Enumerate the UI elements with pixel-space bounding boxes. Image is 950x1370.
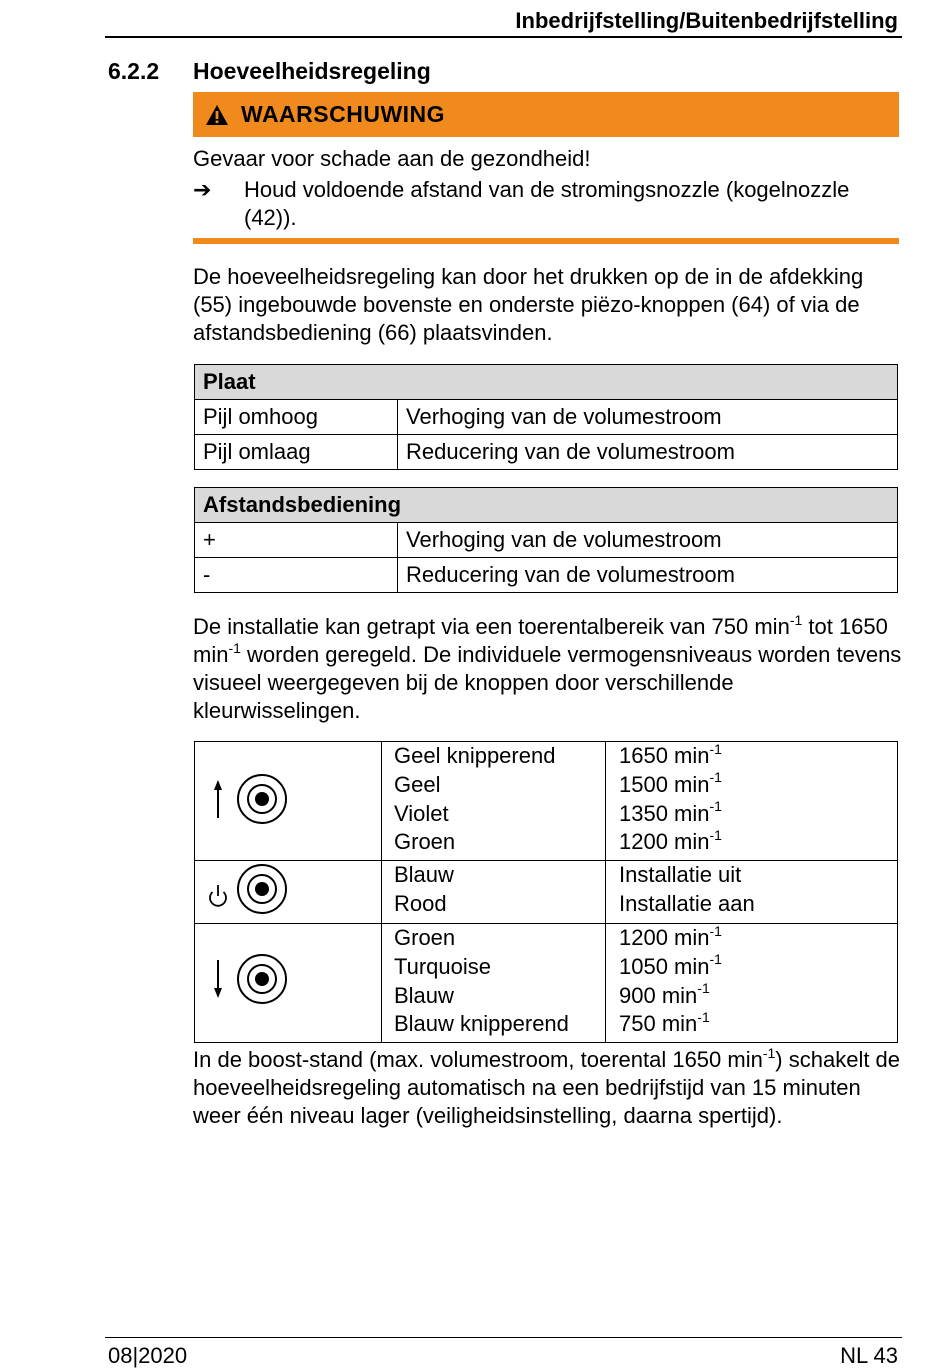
color-list: [382, 861, 606, 924]
speed-value: 900 min: [619, 982, 698, 1008]
power-levels-table: [194, 741, 898, 1043]
superscript: -1: [789, 611, 803, 628]
power-icon: [210, 885, 226, 906]
text-run: De installatie kan getrapt via een toerentalbereik van 750 min: [193, 614, 790, 639]
list-item: Blauw: [394, 982, 454, 1008]
header-divider: [105, 36, 902, 38]
list-item: Geel: [394, 771, 441, 797]
footer-date: 08|2020: [108, 1343, 188, 1368]
speed-list: [606, 742, 898, 861]
warning-action: Houd voldoende afstand van de stromingsnozzle (kogelnozzle (42)).: [244, 177, 850, 230]
table-row: [195, 400, 898, 435]
table-cell-value: Verhoging van de volumestroom: [398, 523, 898, 558]
superscript: -1: [709, 826, 722, 843]
superscript: -1: [709, 922, 722, 939]
table-cell-key: Pijl omhoog: [195, 400, 398, 435]
list-item: Installatie aan: [619, 890, 755, 916]
list-item: Groen: [394, 829, 456, 855]
table-cell-key: +: [195, 523, 398, 558]
text-run: tot 1650 min: [193, 614, 888, 667]
list-item: [619, 800, 897, 829]
table-row: [195, 924, 898, 1043]
text-run: In de boost-stand (max. volumestroom, toerental 1650 min: [193, 1047, 763, 1072]
warning-triangle-icon: [205, 104, 229, 126]
text-run: ) schakelt de hoeveelheidsregeling automatisch na een bedrijfstijd van 15 minuten weer één niveau lager (veiligheidsinstelling, daarna spertijd).: [193, 1047, 901, 1128]
color-list: [382, 742, 606, 861]
table-row: [195, 742, 898, 861]
table-row: [195, 558, 898, 593]
speed-value: 1200 min: [619, 925, 710, 950]
list-item: Installatie uit: [619, 862, 742, 887]
arrow-right-icon: ➔: [193, 177, 212, 202]
table-cell-key: -: [195, 558, 398, 593]
list-item: [619, 742, 897, 771]
speed-list: [606, 861, 898, 924]
superscript: -1: [709, 769, 722, 786]
list-item: Violet: [394, 800, 449, 826]
warning-label: WAARSCHUWING: [241, 101, 446, 127]
section-title: Hoeveelheidsregeling: [193, 58, 431, 84]
speed-value: 1050 min: [619, 953, 710, 979]
table-cell-value: Reducering van de volumestroom: [398, 435, 898, 470]
boost-paragraph: [193, 1046, 903, 1130]
list-item: [619, 924, 897, 953]
superscript: -1: [697, 980, 710, 997]
arrow-up-icon: [214, 780, 222, 818]
list-item: [619, 771, 897, 800]
superscript: -1: [709, 740, 722, 757]
speed-value: 1200 min: [619, 829, 710, 855]
list-item: Blauw knipperend: [394, 1011, 569, 1037]
table-row: [195, 523, 898, 558]
superscript: -1: [709, 951, 722, 968]
text-run: worden geregeld. De individuele vermogensniveaus worden tevens visueel weergegeven bij de knoppen door verschillende kleurwisselingen.: [193, 642, 902, 723]
footer-divider: [105, 1337, 902, 1338]
speed-value: 750 min: [619, 1011, 698, 1037]
table-header: Plaat: [195, 365, 898, 400]
speed-list: [606, 924, 898, 1043]
table-cell-value: Reducering van de volumestroom: [398, 558, 898, 593]
plate-controls-table: [194, 364, 898, 470]
arrow-down-icon: [214, 960, 222, 998]
icon-cell: [195, 924, 382, 1043]
page-number: NL 43: [840, 1343, 898, 1368]
piezo-button-icon: [238, 775, 286, 823]
intro-paragraph: De hoeveelheidsregeling kan door het drukken op de in de afdekking (55) ingebouwde bovenste en onderste piëzo-knoppen (64) of via de afstandsbediening (66) plaatsvinden.: [193, 264, 864, 345]
list-item: Turquoise: [394, 953, 492, 979]
superscript: -1: [697, 1008, 710, 1025]
list-item: Geel knipperend: [394, 743, 556, 768]
speed-range-paragraph: [193, 613, 903, 725]
table-row: [195, 861, 898, 924]
icon-cell: [195, 861, 382, 924]
speed-value: 1650 min: [619, 743, 710, 768]
list-item: [619, 828, 897, 857]
table-cell-value: Verhoging van de volumestroom: [398, 400, 898, 435]
list-item: Groen: [394, 925, 456, 950]
list-item: [619, 1010, 897, 1039]
list-item: Rood: [394, 890, 447, 916]
icon-cell: [195, 742, 382, 861]
superscript: -1: [762, 1044, 776, 1061]
page-header-title: Inbedrijfstelling/Buitenbedrijfstelling: [515, 8, 898, 33]
warning-bottom-rule: [193, 238, 899, 244]
section-number: 6.2.2: [108, 58, 160, 84]
superscript: -1: [228, 639, 241, 656]
warning-text: Gevaar voor schade aan de gezondheid!: [193, 146, 591, 171]
warning-banner: [193, 92, 899, 137]
piezo-button-icon: [238, 865, 286, 913]
superscript: -1: [709, 798, 722, 815]
speed-value: 1500 min: [619, 771, 710, 797]
speed-value: 1350 min: [619, 800, 710, 826]
color-list: [382, 924, 606, 1043]
table-cell-key: Pijl omlaag: [195, 435, 398, 470]
list-item: [619, 953, 897, 982]
table-header: Afstandsbediening: [195, 488, 898, 523]
list-item: [619, 982, 897, 1011]
remote-controls-table: [194, 487, 898, 593]
piezo-button-icon: [238, 955, 286, 1003]
list-item: Blauw: [394, 862, 454, 887]
table-row: [195, 435, 898, 470]
